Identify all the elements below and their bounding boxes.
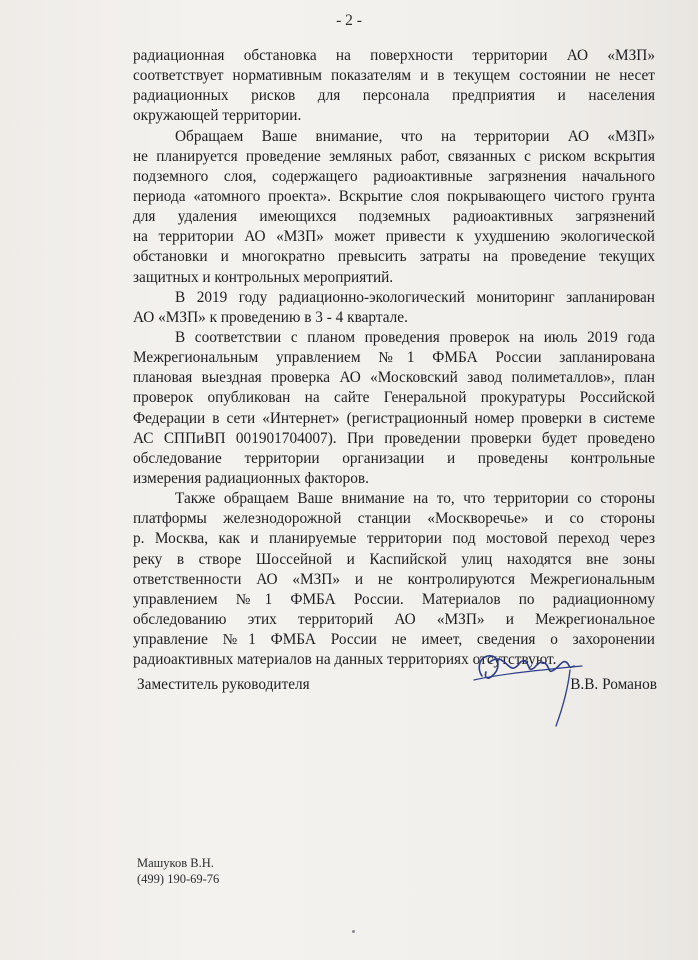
signatory-name: В.В. Романов (570, 676, 657, 693)
letter-body (133, 46, 655, 670)
paragraph-4 (133, 328, 655, 489)
text-line: реку в створе Шоссейной и Каспийской улиц находятся вне зоны (133, 550, 655, 568)
executor-block (137, 855, 219, 887)
executor-phone: (499) 190-69-76 (137, 872, 220, 886)
signature-block (137, 676, 657, 700)
text-line: обследование территории организации и проведены контрольные (133, 449, 655, 467)
text-line: р. Москва, как и планируемые территории под мостовой переход через (133, 530, 655, 548)
text-line: радиационная обстановка на поверхности территории АО «МЗП» (133, 47, 655, 64)
text-line: Также обращаем Ваше внимание на то, что территории со стороны (175, 490, 655, 508)
text-line: плановая выездная проверка АО «Московский завод полиметаллов», план (133, 369, 655, 387)
text-line: ответственности АО «МЗП» и не контролируются Межрегиональным (133, 570, 655, 588)
text-line: радиационных рисков для персонала предприятия и населения (133, 87, 655, 105)
text-line: для удаления имеющихся подземных радиоактивных загрязнений (133, 208, 655, 226)
text-line: управлением №1 ФМБА России. Материалов по радиационному (133, 590, 655, 608)
text-line: Межрегиональным управлением №1 ФМБА России запланирована (133, 349, 655, 367)
text-line: подземного слоя, содержащего радиоактивные загрязнения начального (133, 167, 655, 185)
text-line: В соответствии с планом проведения проверок на июль 2019 года (175, 328, 655, 346)
text-line: не планируется проведение земляных работ, связанных с риском вскрытия (133, 147, 655, 165)
signatory-position: Заместитель руководителя (137, 676, 310, 693)
text-line: обследованию этих территорий АО «МЗП» и Межрегиональное (133, 610, 655, 628)
executor-name: Машуков В.Н. (137, 856, 214, 870)
text-line: измерения радиационных факторов. (133, 469, 369, 487)
text-line: АС СППиВП 001901704007). При проведении проверки будет проведено (133, 429, 655, 447)
text-line: Федерации в сети «Интернет» (регистрационный номер проверки в системе (133, 409, 655, 427)
paragraph-1 (133, 46, 655, 127)
text-line: платформы железнодорожной станции «Москворечье» и со стороны (133, 510, 655, 528)
text-line: радиоактивных материалов на данных территориях отсутствуют. (133, 651, 557, 669)
text-line: проверок опубликован на сайте Генеральной прокуратуры Российской (133, 389, 655, 407)
paragraph-3 (133, 288, 655, 328)
paper-speck (352, 930, 355, 933)
text-line: АО «МЗП» к проведению в 3 - 4 квартале. (133, 308, 408, 326)
paragraph-2 (133, 127, 655, 288)
text-line: окружающей территории. (133, 107, 302, 125)
text-line: управление №1 ФМБА России не имеет, сведения о захоронении (133, 631, 655, 649)
text-line: на территории АО «МЗП» может привести к ухудшению экологической (133, 228, 655, 246)
page-number: - 2 - (336, 12, 362, 29)
text-line: Обращаем Ваше внимание, что на территории АО «МЗП» (175, 127, 655, 145)
text-line: соответствует нормативным показателям и в текущем состоянии не несет (133, 67, 655, 85)
text-line: периода «атомного проекта». Вскрытие слоя покрывающего чистого грунта (133, 187, 655, 205)
text-line: В 2019 году радиационно-экологический мониторинг запланирован (175, 288, 655, 306)
text-line: защитных и контрольных мероприятий. (133, 268, 394, 286)
text-line: обстановки и многократно превысить затраты на проведение текущих (133, 248, 655, 266)
